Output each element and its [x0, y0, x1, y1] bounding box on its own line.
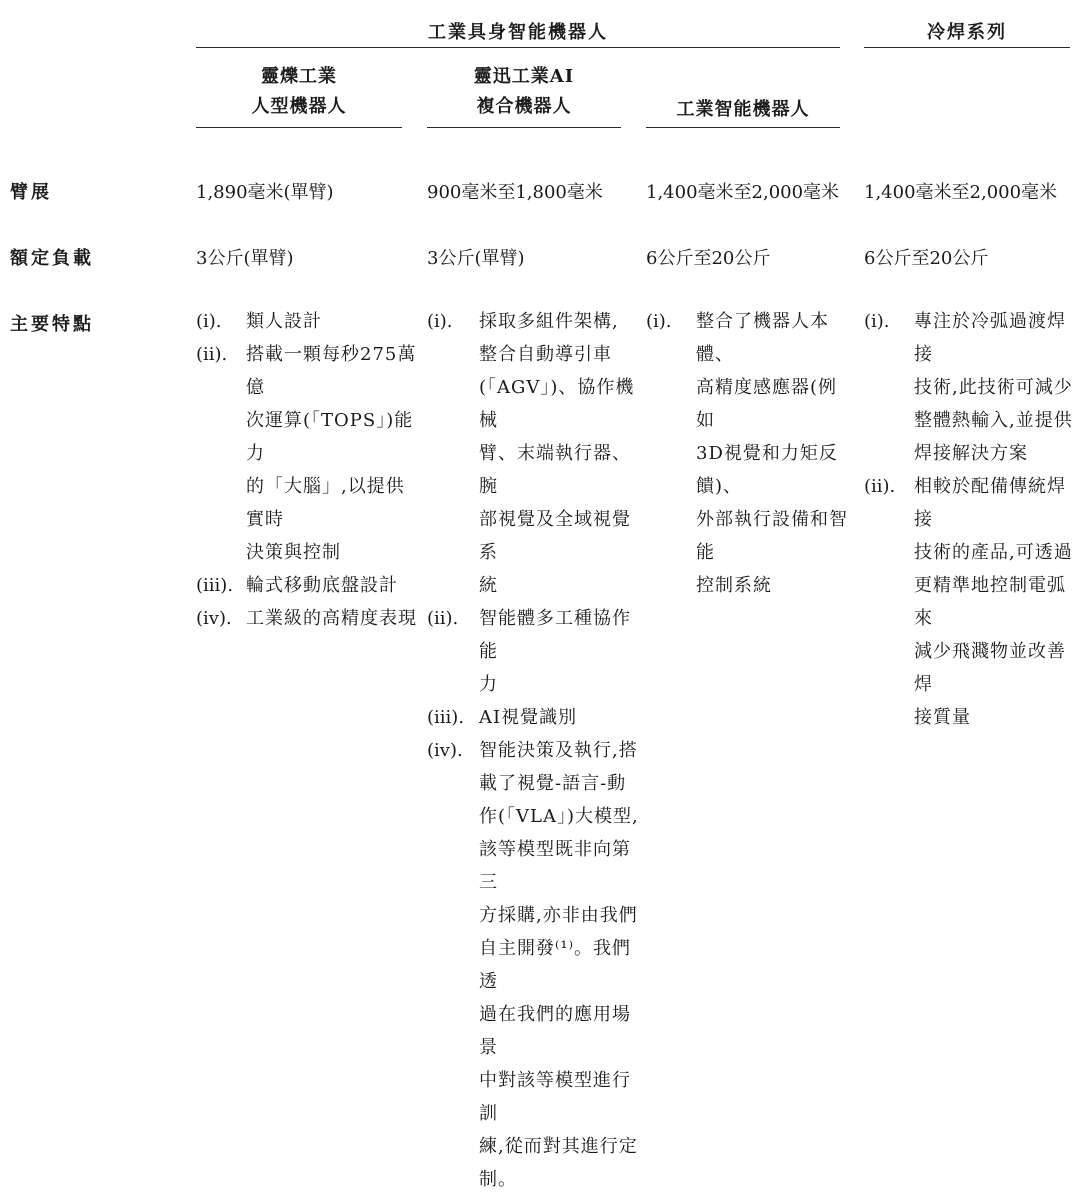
feature-item-line: 自主開發⁽¹⁾。我們透 — [479, 938, 632, 992]
feature-item-line: 作(「VLA」)大模型, — [479, 806, 639, 827]
feature-item-line: 中對該等模型進行訓 — [479, 1070, 631, 1124]
feature-item-line: 統 — [479, 575, 498, 596]
feature-item-number: (ii). — [427, 608, 459, 629]
feature-item — [427, 734, 639, 1196]
features-humanoid — [196, 305, 420, 635]
features-welding — [864, 305, 1076, 734]
feature-item-number: (i). — [864, 311, 890, 332]
feature-item-text — [914, 305, 1076, 470]
feature-item-line: 的「大腦」,以提供實時 — [246, 476, 405, 530]
feature-item-text — [479, 602, 639, 701]
feature-item-number: (i). — [646, 311, 672, 332]
feature-item-number: (iii). — [427, 707, 465, 728]
feature-item-line: 輪式移動底盤設計 — [246, 575, 398, 596]
feature-item-line: 整合自動導引車 — [479, 344, 612, 365]
feature-item-line: 力 — [479, 674, 498, 695]
row-label-arm-span: 臂展 — [10, 182, 52, 203]
feature-item-line: 臂、末端執行器、腕 — [479, 443, 631, 497]
feature-item-line: 搭載一顆每秒275萬億 — [246, 344, 417, 398]
feature-item-line: 方採購,亦非由我們 — [479, 905, 638, 926]
column-header-line: 靈爍工業 — [261, 66, 337, 87]
feature-item — [646, 305, 856, 602]
feature-item-line: 部視覺及全域視覺系 — [479, 509, 631, 563]
feature-item — [427, 305, 639, 602]
feature-item-line: 更精準地控制電弧來 — [914, 575, 1066, 629]
feature-item — [196, 569, 420, 602]
feature-item — [196, 305, 420, 338]
feature-item-text — [246, 602, 420, 635]
feature-item-line: 工業級的高精度表現 — [246, 608, 417, 629]
feature-item-line: (「AGV」)、協作機械 — [479, 377, 635, 431]
feature-item-line: 技術的產品,可透過 — [914, 542, 1073, 563]
feature-item-line: 技術,此技術可減少 — [914, 377, 1073, 398]
feature-item-text — [696, 305, 856, 602]
column-header-line: 複合機器人 — [476, 96, 572, 117]
feature-item-text — [479, 305, 639, 602]
feature-item — [427, 701, 639, 734]
column-header-humanoid — [196, 62, 402, 122]
feature-item-line: 類人設計 — [246, 311, 322, 332]
feature-item-line: 3D視覺和力矩反饋)、 — [696, 443, 838, 497]
feature-item-text — [914, 470, 1076, 734]
column-rule-intelligent — [646, 127, 840, 128]
feature-item-line: 採取多組件架構, — [479, 311, 619, 332]
arm-span-intelligent: 1,400毫米至2,000毫米 — [646, 182, 840, 203]
feature-item-line: AI視覺識別 — [479, 707, 578, 728]
feature-item-line: 專注於冷弧過渡焊接 — [914, 311, 1066, 365]
feature-item — [196, 602, 420, 635]
column-header-line: 靈迅工業AI — [473, 66, 575, 87]
feature-item-number: (ii). — [196, 344, 228, 365]
feature-item-number: (i). — [196, 311, 222, 332]
feature-item-number: (iii). — [196, 575, 234, 596]
feature-item-line: 相較於配備傳統焊接 — [914, 476, 1066, 530]
feature-item-line: 高精度感應器(例如 — [696, 377, 838, 431]
column-header-intelligent — [646, 95, 840, 125]
feature-item-line: 接質量 — [914, 707, 971, 728]
group-rule-industrial — [196, 47, 840, 48]
group-header-welding: 冷焊系列 — [927, 22, 1007, 43]
feature-item-text — [246, 338, 420, 569]
row-label-features: 主要特點 — [10, 314, 94, 335]
feature-item-line: 外部執行設備和智能 — [696, 509, 848, 563]
feature-item-line: 減少飛濺物並改善焊 — [914, 641, 1066, 695]
feature-item-text — [246, 305, 420, 338]
feature-item-line: 智能決策及執行,搭 — [479, 740, 638, 761]
feature-item-line: 次運算(「TOPS」)能力 — [246, 410, 414, 464]
feature-item — [864, 305, 1076, 470]
column-header-line: 工業智能機器人 — [676, 99, 810, 120]
feature-item-line: 載了視覺-語言-動 — [479, 773, 627, 794]
feature-item — [864, 470, 1076, 734]
feature-item-number: (iv). — [196, 608, 232, 629]
feature-item-number: (ii). — [864, 476, 896, 497]
arm-span-welding: 1,400毫米至2,000毫米 — [864, 182, 1058, 203]
feature-item-number: (iv). — [427, 740, 463, 761]
payload-intelligent: 6公斤至20公斤 — [646, 248, 771, 269]
feature-item — [427, 602, 639, 701]
column-rule-humanoid — [196, 127, 402, 128]
feature-item — [196, 338, 420, 569]
feature-item-line: 控制系統 — [696, 575, 772, 596]
payload-welding: 6公斤至20公斤 — [864, 248, 989, 269]
arm-span-composite: 900毫米至1,800毫米 — [427, 182, 603, 203]
payload-composite: 3公斤(單臂) — [427, 248, 525, 269]
feature-item-line: 整合了機器人本體、 — [696, 311, 829, 365]
payload-humanoid: 3公斤(單臂) — [196, 248, 294, 269]
feature-item-line: 制。 — [479, 1169, 517, 1190]
feature-item-line: 過在我們的應用場景 — [479, 1004, 631, 1058]
feature-item-number: (i). — [427, 311, 453, 332]
feature-item-line: 焊接解決方案 — [914, 443, 1028, 464]
feature-item-line: 該等模型既非向第三 — [479, 839, 631, 893]
column-header-line: 人型機器人 — [251, 96, 347, 117]
row-label-payload: 額定負載 — [10, 248, 94, 269]
feature-item-text — [246, 569, 420, 602]
feature-item-line: 練,從而對其進行定 — [479, 1136, 638, 1157]
features-composite — [427, 305, 639, 1196]
column-rule-composite — [427, 127, 621, 128]
arm-span-humanoid: 1,890毫米(單臂) — [196, 182, 334, 203]
feature-item-line: 整體熱輸入,並提供 — [914, 410, 1073, 431]
features-intelligent — [646, 305, 856, 602]
group-rule-welding — [864, 47, 1070, 48]
feature-item-text — [479, 701, 639, 734]
group-header-industrial: 工業具身智能機器人 — [428, 22, 608, 43]
feature-item-line: 智能體多工種協作能 — [479, 608, 631, 662]
column-header-composite — [427, 62, 621, 122]
feature-item-text — [479, 734, 639, 1196]
feature-item-line: 決策與控制 — [246, 542, 341, 563]
